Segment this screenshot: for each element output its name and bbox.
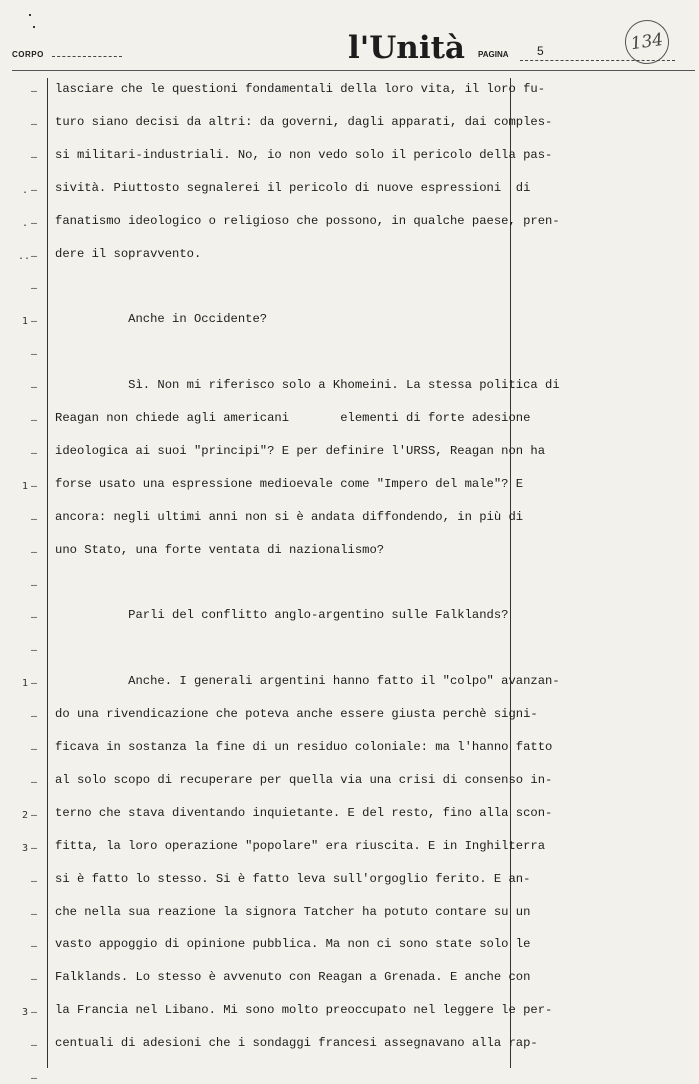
pagina-label: PAGINA xyxy=(478,50,509,59)
margin-mark xyxy=(18,119,48,130)
margin-dash: — xyxy=(31,744,38,755)
margin-mark xyxy=(18,744,48,755)
margin-mark xyxy=(18,974,48,985)
margin-dash: — xyxy=(31,283,38,295)
margin-dash: — xyxy=(31,875,38,887)
text-line: dere il sopravvento. xyxy=(55,246,202,261)
text-line: fanatismo ideologico o religioso che possono, in qualche paese, pren- xyxy=(55,213,560,228)
text-line: si è fatto lo stesso. Si è fatto leva sull'orgoglio ferito. E an- xyxy=(55,871,531,886)
text-line: sività. Piuttosto segnalerei il pericolo di nuove espressioni di xyxy=(55,180,531,195)
margin-mark xyxy=(18,152,48,163)
text-line: si militari-industriali. No, io non vedo solo il pericolo della pas- xyxy=(55,147,553,162)
text-line: centuali di adesioni che i sondaggi francesi assegnavano alla rap- xyxy=(55,1036,538,1051)
margin-dash: — xyxy=(31,86,38,97)
text-line: fitta, la loro operazione "popolare" era riuscita. E in Inghilterra xyxy=(55,838,546,853)
margin-mark xyxy=(18,1040,48,1051)
margin-dash: — xyxy=(31,612,38,624)
margin-mark xyxy=(18,514,48,525)
margin-number: 1 xyxy=(21,678,28,690)
text-line: Anche. I generali argentini hanno fatto il "colpo" avanzan- xyxy=(55,674,560,689)
margin-dash: — xyxy=(31,1007,38,1019)
text-line: terno che stava diventando inquietante. E del resto, fino alla scon- xyxy=(55,805,553,820)
margin-dash: — xyxy=(31,513,38,525)
margin-number: .. xyxy=(18,250,31,262)
page-number: 5 xyxy=(537,44,544,58)
margin-mark xyxy=(18,876,48,887)
margin-mark xyxy=(18,1073,48,1084)
margin-mark xyxy=(18,283,48,294)
margin-dash: — xyxy=(31,480,38,492)
margin-dash: — xyxy=(31,382,38,394)
margin-mark xyxy=(18,185,48,196)
margin-number: 2 xyxy=(21,809,28,821)
margin-mark xyxy=(18,349,48,360)
margin-dash: — xyxy=(31,579,38,591)
margin-mark xyxy=(18,678,48,689)
margin-mark xyxy=(18,547,48,558)
margin-mark xyxy=(18,580,48,591)
margin-dash: — xyxy=(31,974,38,986)
margin-dash: — xyxy=(31,941,38,953)
margin-dash: — xyxy=(31,151,38,163)
margin-mark xyxy=(18,810,48,821)
corner-dot xyxy=(29,14,31,16)
margin-mark xyxy=(18,415,48,426)
margin-mark xyxy=(18,481,48,492)
margin-dash: — xyxy=(31,546,38,558)
margin-dash: — xyxy=(31,415,38,426)
margin-mark xyxy=(18,382,48,393)
margin-mark xyxy=(18,909,48,920)
margin-dash: — xyxy=(31,184,38,196)
margin-dash: — xyxy=(31,217,38,229)
margin-mark xyxy=(18,645,48,656)
text-line: do una rivendicazione che poteva anche essere giusta perchè signi- xyxy=(55,707,538,722)
text-line: uno Stato, una forte ventata di nazionalismo? xyxy=(55,542,385,557)
text-line: ancora: negli ultimi anni non si è andata diffondendo, in più di xyxy=(55,509,524,524)
margin-dash: — xyxy=(31,645,38,657)
margin-mark xyxy=(18,777,48,788)
stamp-number: 134 xyxy=(629,29,665,55)
header-rule xyxy=(12,70,695,71)
text-line: Parli del conflitto anglo-argentino sulle Falklands? xyxy=(55,608,509,623)
margin-mark xyxy=(18,1007,48,1018)
corpo-dashed-line xyxy=(52,56,122,57)
margin-dash: — xyxy=(31,842,38,854)
page-header xyxy=(0,0,699,80)
margin-mark xyxy=(18,251,48,262)
margin-number: . xyxy=(21,184,28,196)
margin-number: 1 xyxy=(21,316,28,328)
margin-dash: — xyxy=(31,678,38,690)
margin-mark xyxy=(18,316,48,327)
margin-mark xyxy=(18,86,48,97)
text-line: Reagan non chiede agli americani elementi di forte adesione xyxy=(55,411,531,425)
corner-dot xyxy=(33,26,35,28)
text-line: che nella sua reazione la signora Tatcher ha potuto contare su un xyxy=(55,904,531,919)
masthead-logo: l'Unità xyxy=(348,30,466,66)
margin-dash: — xyxy=(31,316,38,328)
text-line: vasto appoggio di opinione pubblica. Ma non ci sono state solo le xyxy=(55,937,531,952)
margin-dash: — xyxy=(31,1040,38,1052)
text-line: forse usato una espressione medioevale come "Impero del male"? E xyxy=(55,476,524,491)
margin-number: . xyxy=(21,217,28,229)
margin-mark xyxy=(18,612,48,623)
margin-dash: — xyxy=(31,250,38,262)
text-line: ideologica ai suoi "principi"? E per definire l'URSS, Reagan non ha xyxy=(55,443,546,458)
margin-dash: — xyxy=(31,118,38,130)
text-line: ficava in sostanza la fine di un residuo coloniale: ma l'hanno fatto xyxy=(55,740,553,754)
text-line: turo siano decisi da altri: da governi, dagli apparati, dai comples- xyxy=(55,114,553,129)
margin-dash: — xyxy=(31,1073,38,1084)
text-line: la Francia nel Libano. Mi sono molto preoccupato nel leggere le per- xyxy=(55,1003,553,1018)
margin-mark xyxy=(18,711,48,722)
margin-number: 3 xyxy=(21,842,28,854)
margin-number: 3 xyxy=(21,1007,28,1019)
margin-mark xyxy=(18,448,48,459)
margin-number: 1 xyxy=(21,480,28,492)
text-line: lasciare che le questioni fondamentali della loro vita, il loro fu- xyxy=(55,82,546,96)
margin-mark xyxy=(18,941,48,952)
margin-mark xyxy=(18,218,48,229)
corpo-label: CORPO xyxy=(12,50,44,59)
text-line: Sì. Non mi riferisco solo a Khomeini. La stessa politica di xyxy=(55,378,560,393)
margin-dash: — xyxy=(31,809,38,821)
margin-mark xyxy=(18,843,48,854)
text-line: al solo scopo di recuperare per quella via una crisi di consenso in- xyxy=(55,772,553,787)
margin-dash: — xyxy=(31,776,38,788)
text-line: Falklands. Lo stesso è avvenuto con Reagan a Grenada. E anche con xyxy=(55,970,531,985)
margin-dash: — xyxy=(31,711,38,723)
margin-dash: — xyxy=(31,349,38,361)
margin-dash: — xyxy=(31,447,38,459)
text-line: Anche in Occidente? xyxy=(55,312,268,327)
margin-dash: — xyxy=(31,908,38,920)
